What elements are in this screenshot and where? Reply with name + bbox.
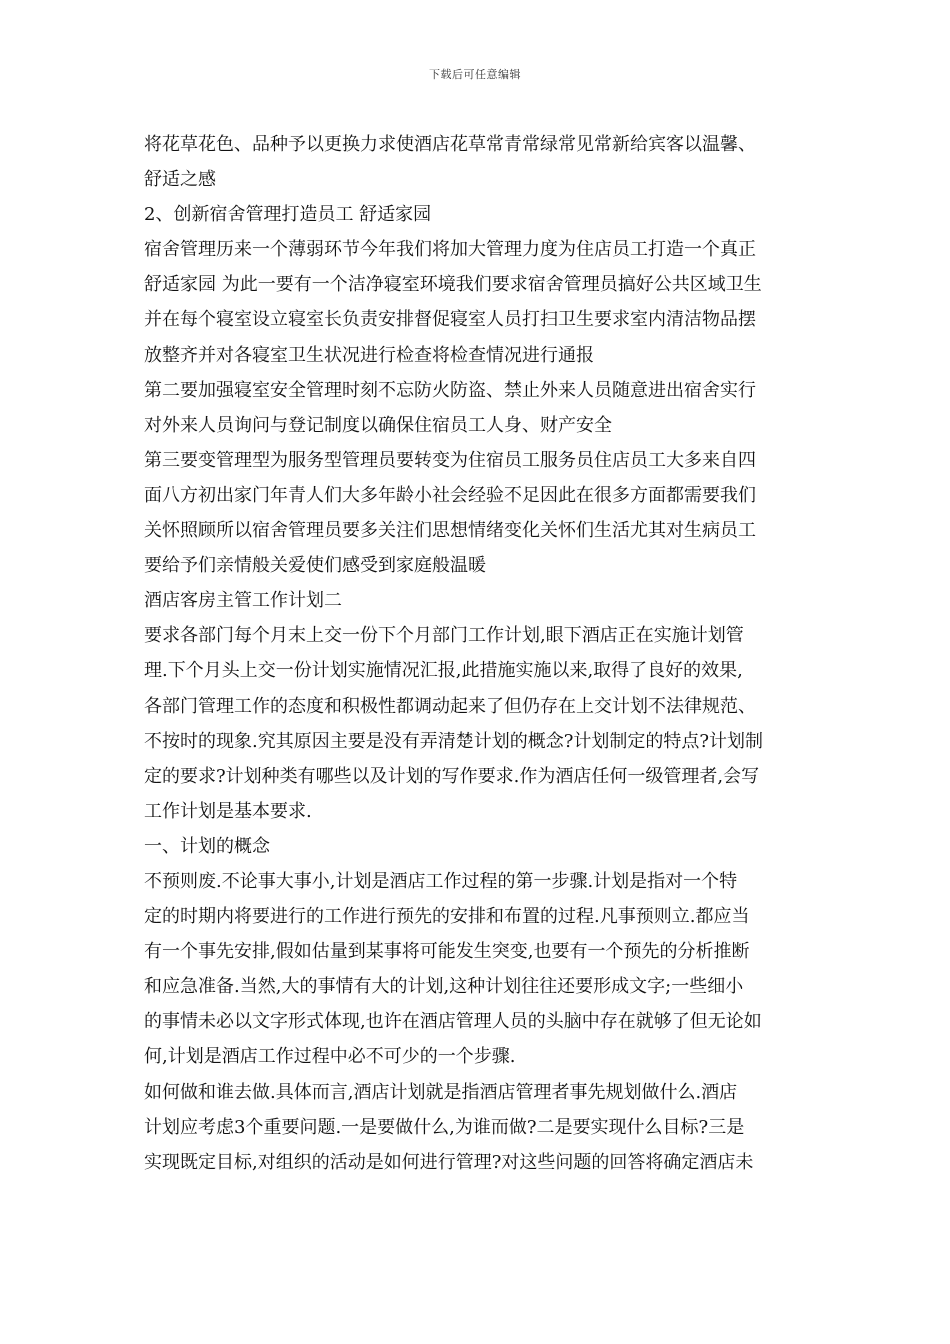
text-line: 面八方初出家门年青人们大多年龄小社会经验不足因此在很多方面都需要我们	[144, 484, 756, 506]
text-line: 不按时的现象.究其原因主要是没有弄清楚计划的概念?计划制定的特点?计划制	[144, 730, 764, 752]
text-line: 的事情未必以文字形式体现,也许在酒店管理人员的头脑中存在就够了但无论如	[144, 1011, 762, 1033]
text-line: 定的要求?计划种类有哪些以及计划的写作要求.作为酒店任何一级管理者,会写	[144, 765, 760, 787]
text-line: 理.下个月头上交一份计划实施情况汇报,此措施实施以来,取得了良好的效果,	[144, 660, 743, 682]
text-line: 将花草花色、品种予以更换力求使酒店花草常青常绿常见常新给宾客以温馨、	[144, 134, 756, 155]
text-line: 2、创新宿舍管理打造员工 舒适家园	[144, 204, 432, 226]
page-header: 下载后可任意编辑	[429, 68, 521, 81]
text-line: 第三要变管理型为服务型管理员要转变为住宿员工服务员住店员工大多来自四	[144, 449, 756, 471]
text-line: 关怀照顾所以宿舍管理员要多关注们思想情绪变化关怀们生活尤其对生病员工	[144, 520, 756, 542]
text-line: 放整齐并对各寝室卫生状况进行检查将检查情况进行通报	[144, 344, 594, 366]
text-line: 计划应考虑3个重要问题.一是要做什么,为谁而做?二是要实现什么目标?三是	[144, 1116, 745, 1138]
text-line: 舒适家园 为此一要有一个洁净寝室环境我们要求宿舍管理员搞好公共区域卫生	[144, 274, 762, 296]
document-body	[144, 127, 812, 1180]
text-line: 一、计划的概念	[144, 835, 270, 857]
text-line: 和应急准备.当然,大的事情有大的计划,这种计划往往还要形成文字;一些细小	[144, 976, 744, 998]
text-line: 要求各部门每个月末上交一份下个月部门工作计划,眼下酒店正在实施计划管	[144, 625, 744, 647]
text-line: 宿舍管理历来一个薄弱环节今年我们将加大管理力度为住店员工打造一个真正	[144, 239, 756, 261]
text-line: 实现既定目标,对组织的活动是如何进行管理?对这些问题的回答将确定酒店未	[144, 1151, 754, 1173]
text-line: 不预则废.不论事大事小,计划是酒店工作过程的第一步骤.计划是指对一个特	[144, 870, 738, 892]
text-line: 工作计划是基本要求.	[144, 800, 312, 822]
text-line: 各部门管理工作的态度和积极性都调动起来了但仍存在上交计划不法律规范、	[144, 695, 756, 717]
text-line: 第二要加强寝室安全管理时刻不忘防火防盗、禁止外来人员随意进出宿舍实行	[144, 379, 756, 401]
text-line: 有一个事先安排,假如估量到某事将可能发生突变,也要有一个预先的分析推断	[144, 941, 750, 963]
text-line: 要给予们亲情般关爱使们感受到家庭般温暖	[144, 555, 486, 577]
text-line: 何,计划是酒店工作过程中必不可少的一个步骤.	[144, 1046, 516, 1068]
text-line: 定的时期内将要进行的工作进行预先的安排和布置的过程.凡事预则立.都应当	[144, 906, 750, 928]
text-line: 对外来人员询问与登记制度以确保住宿员工人身、财产安全	[144, 414, 612, 436]
text-line: 酒店客房主管工作计划二	[144, 590, 342, 612]
text-line: 如何做和谁去做.具体而言,酒店计划就是指酒店管理者事先规划做什么.酒店	[144, 1081, 738, 1103]
text-line: 舒适之感	[144, 169, 216, 191]
text-line: 并在每个寝室设立寝室长负责安排督促寝室人员打扫卫生要求室内清洁物品摆	[144, 309, 756, 331]
